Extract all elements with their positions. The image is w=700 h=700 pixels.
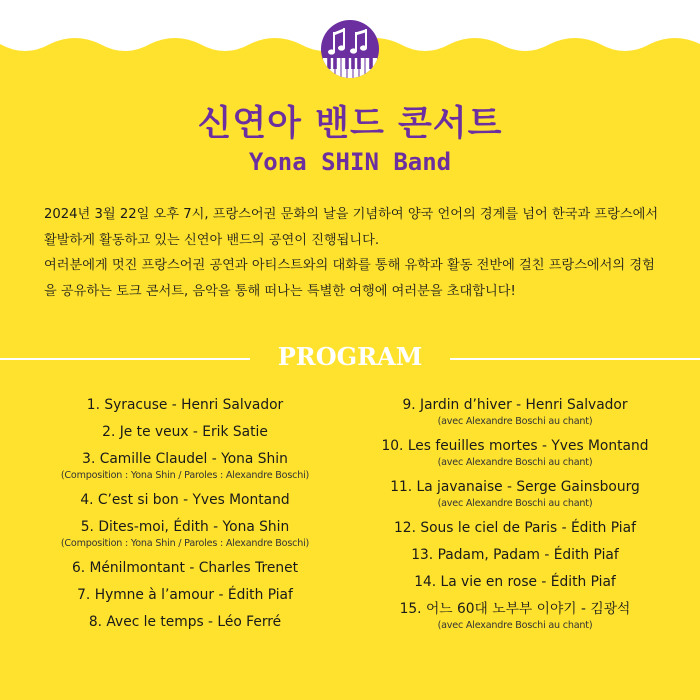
program-item-note: (avec Alexandre Boschi au chant) bbox=[437, 457, 593, 468]
program-item bbox=[25, 396, 345, 415]
program-item bbox=[355, 600, 675, 633]
program-item-note: (Composition : Yona Shin / Paroles : Alexandre Boschi) bbox=[60, 538, 310, 549]
concert-title: 신연아 밴드 콘서트 bbox=[197, 104, 503, 144]
program-item bbox=[355, 478, 675, 511]
program-item bbox=[25, 613, 345, 632]
program-item-title: 6. Ménilmontant - Charles Trenet bbox=[71, 560, 299, 576]
program-item-title: 10. Les feuilles mortes - Yves Montand bbox=[381, 438, 649, 454]
program-list-left bbox=[25, 396, 345, 640]
music-notes-piano-icon bbox=[321, 20, 379, 78]
program-item bbox=[25, 518, 345, 551]
program-item-title: 5. Dites-moi, Édith - Yona Shin bbox=[80, 519, 290, 535]
program-item-title: 8. Avec le temps - Léo Ferré bbox=[88, 614, 282, 630]
program-item-note: (Composition : Yona Shin / Paroles : Alexandre Boschi) bbox=[60, 470, 310, 481]
program-item-note: (avec Alexandre Boschi au chant) bbox=[437, 416, 593, 427]
program-item-title: 15. 어느 60대 노부부 이야기 - 김광석 bbox=[399, 601, 631, 617]
intro-text bbox=[44, 202, 664, 304]
program-item bbox=[25, 491, 345, 510]
program-heading bbox=[0, 340, 700, 376]
program-item bbox=[355, 573, 675, 592]
program-item bbox=[355, 519, 675, 538]
program-item bbox=[355, 396, 675, 429]
program-item-title: 13. Padam, Padam - Édith Piaf bbox=[411, 547, 619, 563]
program-item-title: 2. Je te veux - Erik Satie bbox=[102, 424, 268, 440]
program-item-note: (avec Alexandre Boschi au chant) bbox=[437, 498, 593, 509]
intro-paragraph-1: 2024년 3월 22일 오후 7시, 프랑스어권 문화의 날을 기념하여 양국 언어의 경계를 넘어 한국과 프랑스에서 활발하게 활동하고 있는 신연아 밴드의 공연이 진행됩니다. bbox=[44, 207, 659, 248]
program-item bbox=[25, 423, 345, 442]
program-item bbox=[355, 437, 675, 470]
program-item-title: 3. Camille Claudel - Yona Shin bbox=[82, 451, 288, 467]
program-item-title: 11. La javanaise - Serge Gainsbourg bbox=[390, 479, 640, 495]
program-heading-label: PROGRAM bbox=[277, 342, 423, 371]
program-item-title: 4. C’est si bon - Yves Montand bbox=[80, 492, 290, 508]
program-item-title: 1. Syracuse - Henri Salvador bbox=[86, 397, 284, 413]
program-item bbox=[355, 546, 675, 565]
program-item-title: 9. Jardin d’hiver - Henri Salvador bbox=[402, 397, 628, 413]
program-item-title: 12. Sous le ciel de Paris - Édith Piaf bbox=[394, 520, 636, 536]
program-item bbox=[25, 586, 345, 605]
program-item-title: 7. Hymne à l’amour - Édith Piaf bbox=[77, 587, 293, 603]
band-name: Yona SHIN Band bbox=[248, 148, 452, 176]
program-list-right bbox=[355, 396, 675, 641]
program-item-note: (avec Alexandre Boschi au chant) bbox=[437, 620, 593, 631]
program-item bbox=[25, 559, 345, 578]
program-item bbox=[25, 450, 345, 483]
intro-paragraph-2: 여러분에게 멋진 프랑스어권 공연과 아티스트와의 대화를 통해 유학과 활동 전반에 걸친 프랑스에서의 경험을 공유하는 토크 콘서트, 음악을 통해 떠나는 특별한 여행에 여러분을 초대합니다! bbox=[44, 258, 655, 299]
program-item-title: 14. La vie en rose - Édith Piaf bbox=[414, 574, 616, 590]
